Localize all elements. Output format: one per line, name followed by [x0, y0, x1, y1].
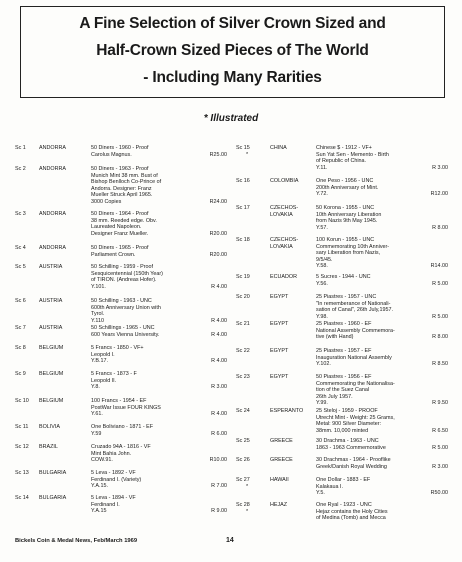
lot-number: Sc 22 — [236, 348, 250, 354]
lot-country: ECUADOR — [270, 274, 297, 280]
lot-price: R24.00 — [209, 199, 227, 205]
lot-country: AUSTRIA — [39, 325, 63, 331]
lot-country: CZECHOS- LOVAKIA — [270, 237, 299, 250]
lot-price: R 7.00 — [211, 483, 227, 490]
lot-price: R 6.50 — [432, 427, 448, 434]
lot-number: Sc 4 — [15, 245, 26, 251]
lot-price: R 4.00 — [211, 283, 227, 290]
lot-description: 50 Diners - 1965 - Proof Parliament Crown. — [91, 245, 149, 258]
lot-country: EGYPT — [270, 294, 289, 300]
lot-price: R 3.00 — [432, 164, 448, 171]
lot-description: 25 Piastres - 1960 - EF National Assembly Commemora- tive (with Hand) — [316, 321, 395, 341]
lot-number: Sc 21 — [236, 321, 250, 327]
lot-number: Sc 2 — [15, 166, 26, 172]
lot-number: Sc 3 — [15, 211, 26, 217]
lot-description: One Ryal - 1923 - UNC Hejaz contains the Holy Cities of Medina (Tomb) and Mecca — [316, 502, 388, 522]
lot-number: Sc 24 — [236, 408, 250, 414]
lot-country: ANDORRA — [39, 211, 66, 217]
title-line-3: - Including Many Rarities — [143, 69, 322, 86]
lot-country: HAWAII — [270, 477, 289, 483]
lot-country: EGYPT — [270, 321, 289, 327]
illustrated-star: * — [246, 151, 249, 158]
lot-country: GREECE — [270, 438, 293, 444]
lot-number: Sc 23 — [236, 374, 250, 380]
lot-description: 5 Sucres - 1944 - UNC Y.56. — [316, 274, 371, 287]
illustrated-note: * Illustrated — [203, 113, 259, 124]
lot-number: Sc 1 — [15, 145, 26, 151]
lot-description: 30 Drachmas - 1964 - Prooflike Greek/Danish Royal Wedding — [316, 457, 391, 470]
lot-price: R 6.00 — [211, 430, 227, 437]
lot-description: Cruzado 94A - 1816 - VF Mint Bahia John. COW.91. — [91, 444, 151, 464]
lot-price: R 3.00 — [432, 463, 448, 470]
lot-price: R 4.00 — [211, 358, 227, 365]
lot-country: EGYPT — [270, 348, 289, 354]
lot-price: R 9.00 — [211, 508, 227, 515]
lot-number: Sc 8 — [15, 345, 26, 351]
lot-country: ANDORRA — [39, 166, 66, 172]
lot-number: Sc 26 — [236, 457, 250, 463]
lot-number: Sc 20 — [236, 294, 250, 300]
lot-description: 5 Francs - 1850 - VF+ Leopold I. Y.B.17. — [91, 345, 144, 365]
lot-country: BELGIUM — [39, 398, 64, 404]
lot-number: Sc 6 — [15, 298, 26, 304]
lot-price: R 5.00 — [432, 280, 448, 287]
lot-number: Sc 12 — [15, 444, 29, 450]
lot-price: R10.00 — [209, 457, 227, 464]
lot-description: 100 Korun - 1955 - UNC Commemorating 10th Anniver- sary Liberation from Nazis, 9/5/45. Y.58. — [316, 237, 390, 270]
illustrated-star: * — [246, 508, 249, 515]
lot-description: 5 Francs - 1873 - F Leopold II. Y.8. — [91, 371, 137, 391]
lot-number: Sc 25 — [236, 438, 250, 444]
lot-number: Sc 9 — [15, 371, 26, 377]
title-line-2: Half-Crown Sized Pieces of The World — [96, 42, 369, 59]
lot-price: R20.00 — [209, 251, 227, 258]
lot-description: 5 Leva - 1894 - VF Ferdinand I. Y.A.15 — [91, 495, 136, 515]
lot-description: 50 Piastres - 1956 - EF Commemorating the Nationalisa- tion of the Suez Canal 26th July 1957. Y.99. — [316, 374, 395, 407]
lot-country: AUSTRIA — [39, 298, 63, 304]
lot-description: One Peso - 1956 - UNC 200th Anniversary of Mint. Y.72. — [316, 178, 379, 198]
lot-description: 25 Piastres - 1957 - UNC "In rememberance of Nationali- sation of Canal", 26th July,1957. Y.98. — [316, 294, 394, 320]
lot-description: 50 Diners - 1963 - Proof Munich Mint 38 mm. Bust of Bishop Benlloch Co-Prince of Andorra. Designer: Franz Mueller Struck April 1965. 3000 Copies — [91, 166, 162, 205]
lot-number: Sc 5 — [15, 264, 26, 270]
lot-description: 25 Piastres - 1957 - EF Inauguration National Assembly Y.102. — [316, 348, 392, 368]
lot-price: R 4.00 — [211, 317, 227, 324]
lot-country: BULGARIA — [39, 470, 67, 476]
lot-price: R 8.00 — [432, 224, 448, 231]
lot-price: R50.00 — [430, 490, 448, 497]
lot-number: Sc 15 — [236, 145, 250, 151]
illustrated-star: * — [246, 483, 249, 490]
lot-description: One Dollar - 1883 - EF Kalakaua I. Y.5. — [316, 477, 371, 497]
lot-description: 50 Schillings - 1965 - UNC 600 Years Vienna University. — [91, 325, 160, 338]
lot-price: R 9.50 — [432, 400, 448, 407]
lot-description: 50 Schilling - 1963 - UNC 600th Anniversary Union with Tyrol. Y.110 — [91, 298, 161, 324]
lot-price: R25.00 — [209, 151, 227, 158]
lot-description: 25 Steloj - 1959 - PROOF Utrecht Mint - Weight: 25 Grams, Metal: 900 Silver Diameter: 38mm. 10,000 minted — [316, 408, 395, 434]
lot-country: BRAZIL — [39, 444, 58, 450]
lot-country: ANDORRA — [39, 245, 66, 251]
lot-country: BELGIUM — [39, 371, 64, 377]
lot-price: R 8.50 — [432, 361, 448, 368]
footer-citation: Bickels Coin & Medal News, Feb/March 1969 — [15, 538, 138, 544]
lot-price: R20.00 — [209, 230, 227, 237]
lot-number: Sc 17 — [236, 205, 250, 211]
lot-description: 50 Schilling - 1959 - Proof Sesquicentennial (150th Year) of TIRON. (Andreas Hofer). Y.101. — [91, 264, 163, 290]
page-number: 14 — [226, 537, 234, 544]
lot-country: ESPERANTO — [270, 408, 304, 414]
lot-price: R 4.00 — [211, 411, 227, 418]
lot-number: Sc 19 — [236, 274, 250, 280]
lot-country: CHINA — [270, 145, 287, 151]
lot-price: R 5.00 — [432, 444, 448, 451]
lot-number: Sc 28 — [236, 502, 250, 508]
lot-country: CZECHOS- LOVAKIA — [270, 205, 299, 218]
title-box — [20, 6, 445, 98]
lot-description: 50 Korona - 1955 - UNC 10th Anniversary Liberation from Nazis 9th May 1945. Y.57. — [316, 205, 382, 231]
lot-country: HEJAZ — [270, 502, 288, 508]
lot-description: 100 Francs - 1954 - EF PostWar Issue FOUR KINGS Y.61. — [91, 398, 161, 418]
lot-country: GREECE — [270, 457, 293, 463]
lot-country: BOLIVIA — [39, 424, 60, 430]
lot-number: Sc 14 — [15, 495, 29, 501]
lot-description: Chinese $ - 1912 - VF+ Sun Yat Sen - Memento - Birth of Republic of China. Y.11. — [316, 145, 389, 171]
lot-number: Sc 18 — [236, 237, 250, 243]
lot-price: R14.00 — [430, 263, 448, 270]
lot-description: 50 Diners - 1960 - Proof Carolus Magnus. — [91, 145, 149, 158]
title-line-1: A Fine Selection of Silver Crown Sized and — [79, 15, 386, 32]
lot-description: 30 Drachma - 1963 - UNC 1863 - 1963 Commemorative — [316, 438, 386, 451]
lot-number: Sc 10 — [15, 398, 29, 404]
lot-description: 5 Leva - 1892 - VF Ferdinand I. (Variety) Y.A.15. — [91, 470, 142, 490]
lot-number: Sc 13 — [15, 470, 29, 476]
lot-number: Sc 16 — [236, 178, 250, 184]
lot-country: ANDORRA — [39, 145, 66, 151]
lot-country: BELGIUM — [39, 345, 64, 351]
lot-number: Sc 27 — [236, 477, 250, 483]
lot-price: R 4.00 — [211, 331, 227, 338]
lot-price: R12.00 — [430, 191, 448, 198]
lot-price: R 3.00 — [211, 384, 227, 391]
lot-number: Sc 11 — [15, 424, 29, 430]
lot-country: EGYPT — [270, 374, 289, 380]
lot-description: One Boliviano - 1871 - EF Y.59 — [91, 424, 154, 437]
lot-country: BULGARIA — [39, 495, 67, 501]
lot-number: Sc 7 — [15, 325, 26, 331]
lot-country: AUSTRIA — [39, 264, 63, 270]
lot-price: R 5.00 — [432, 313, 448, 320]
lot-price: R 8.00 — [432, 334, 448, 341]
lot-country: COLOMBIA — [270, 178, 299, 184]
lot-description: 50 Diners - 1964 - Proof 38 mm. Reeded edge. Obv. Laureated Napoleon. Designer Franz Mueller. — [91, 211, 157, 237]
